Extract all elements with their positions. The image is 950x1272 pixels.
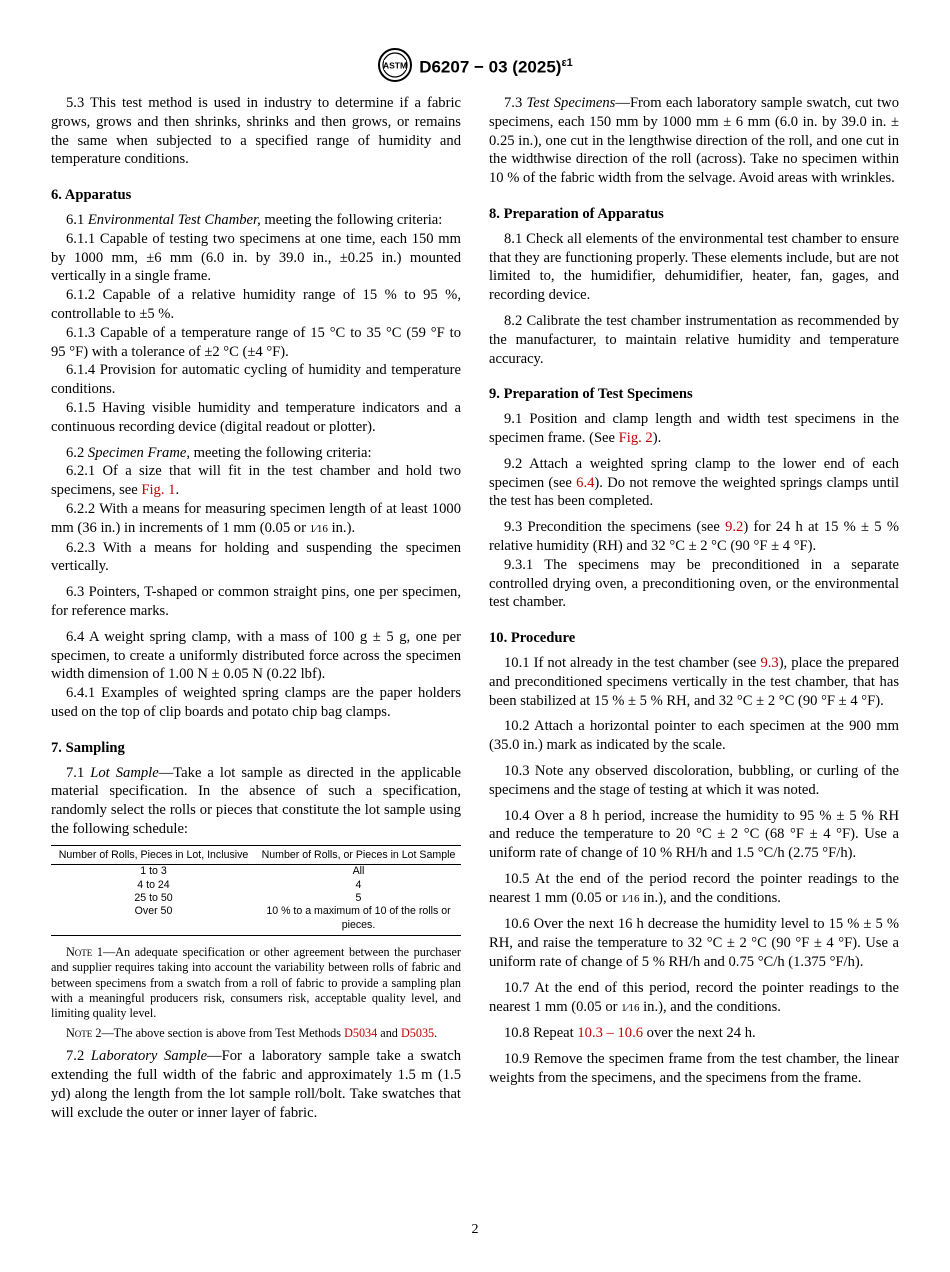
table-header-col1: Number of Rolls, Pieces in Lot, Inclusive [51, 845, 256, 864]
para-9-1: 9.1 Position and clamp length and width test specimens in the specimen frame. (See Fig. 2). [489, 411, 899, 446]
heading-preparation-specimens: 9. Preparation of Test Specimens [489, 386, 693, 403]
logo-text: ASTM [383, 60, 408, 71]
para-6-4-1: 6.4.1 Examples of weighted spring clamps are the paper holders used on the top of clip boards and potato chip bag clamps. [51, 685, 461, 720]
para-7-3: 7.3 Test Specimens—From each laboratory sample swatch, cut two specimens, each 150 mm by 1000 mm ± 6 mm (6.0 in. by 39.0 in. ± 0.25 in.), one cut in the lengthwise direction of the roll, and one cut in the widthwise direction of the roll (across). Take no specimen within 10 % of the fabric width from the selvage. Avoid areas with wrinkles. [489, 95, 900, 187]
para-6-3: 6.3 Pointers, T-shaped or common straight pins, one per specimen, for reference marks. [51, 584, 461, 619]
fig-1-link[interactable]: Fig. 1 [141, 482, 176, 499]
para-6-1-3: 6.1.3 Capable of a temperature range of 15 °C to 35 °C (59 °F to 95 °F) with a tolerance of ±2 °C (±4 °F). [51, 324, 461, 360]
heading-apparatus: 6. Apparatus [51, 187, 132, 204]
table-row: Over 50 10 % to a maximum of 10 of the rolls or pieces. [134, 905, 451, 931]
table-row: 25 to 50 5 [134, 891, 362, 904]
para-6-1: 6.1 Environmental Test Chamber, meeting the following criteria: [66, 211, 443, 228]
para-10-7: 10.7 At the end of this period, record the pointer readings to the nearest 1 mm (0.05 or 1⁄16 in.), and the conditions. [489, 979, 899, 1015]
section-6-4-link[interactable]: 6.4 [576, 474, 595, 491]
section-10-3-10-6-link[interactable]: 10.3 – 10.6 [577, 1025, 644, 1042]
right-column [489, 94, 899, 1088]
para-7-2: 7.2 Laboratory Sample—For a laboratory sample take a swatch extending the full width of the fabric and approximately 1.5 m (1.5 yd) along the length from the lot sample roll/bolt. Take swatches that will exclude the outer or inner layer of fabric. [51, 1048, 462, 1121]
left-column [51, 94, 461, 1123]
para-6-4: 6.4 A weight spring clamp, with a mass of 100 g ± 5 g, one per specimen, to create a uniformly distributed force across the specimen width dimension of 1.00 N ± 0.05 N (0.22 lbf). [51, 628, 461, 683]
note-1: Note 1—An adequate specification or other agreement between the purchaser and supplier requires taking into account the variability between rolls of fabric and between specimens from a swatch from a roll of fabric to provide a sampling plan with a meaningful producers risk, consumers risk, acceptable quality level, and limiting quality level. [51, 945, 461, 1020]
para-6-2-3: 6.2.3 With a means for holding and suspending the specimen vertically. [51, 539, 461, 575]
para-6-2-2: 6.2.2 With a means for measuring specimen length of at least 1000 mm (36 in.) in increments of 1 mm (0.05 or 1⁄16 in.). [51, 500, 461, 536]
para-10-2: 10.2 Attach a horizontal pointer to each specimen at the 900 mm (35.0 in.) mark as indicated by the scale. [489, 718, 899, 754]
para-10-8: 10.8 Repeat 10.3 – 10.6 over the next 24 h. [504, 1025, 756, 1042]
heading-procedure: 10. Procedure [489, 630, 576, 647]
note-2: Note 2—The above section is above from Test Methods D5034 and D5035. [66, 1026, 438, 1041]
para-10-6: 10.6 Over the next 16 h decrease the humidity level to 15 % ± 5 % RH, and raise the temperature to 32 °C ± 2 °C (90 °F ± 4 °F). Use a uniform rate of change of 5 % RH/h and 0.75 °C/h (1.375 °F/h). [489, 916, 899, 971]
para-6-1-1: 6.1.1 Capable of testing two specimens at one time, each 150 mm by 1000 mm, ±6 mm (6.0 in. by 39.0 in., ±0.25 in.) mounted vertically in a single frame. [51, 230, 461, 285]
para-6-1-4: 6.1.4 Provision for automatic cycling of humidity and temperature conditions. [51, 362, 461, 398]
para-10-3: 10.3 Note any observed discoloration, bubbling, or curling of the specimens and the stage of testing at which it was noted. [489, 762, 899, 798]
para-5-3: 5.3 This test method is used in industry to determine if a fabric grows, grows and then shrinks, shrinks and then grows, or remains the same when subjected to a specified range of humidity and temperature conditions. [51, 95, 461, 168]
table-header-col2: Number of Rolls, or Pieces in Lot Sample [256, 845, 461, 864]
table-row: 4 to 24 4 [137, 878, 362, 891]
designation: D6207 − 03 (2025) [419, 57, 562, 77]
para-10-9: 10.9 Remove the specimen frame from the test chamber, the linear weights from the specimens, and the specimens from the frame. [489, 1051, 899, 1087]
page-header [0, 50, 950, 86]
fig-2-link[interactable]: Fig. 2 [618, 429, 653, 446]
para-8-1: 8.1 Check all elements of the environmental test chamber to ensure that they are functioning properly. These elements include, but are not limited to, the humidifier, dehumidifier, heater, fan, gages, and recording device. [489, 230, 899, 304]
para-6-1-5: 6.1.5 Having visible humidity and temperature indicators and a continuous recording device (digital readout or plotter). [51, 399, 461, 435]
heading-preparation-apparatus: 8. Preparation of Apparatus [489, 205, 664, 222]
d5034-link[interactable]: D5034 [344, 1026, 378, 1041]
para-6-2: 6.2 Specimen Frame, meeting the following criteria: [66, 444, 372, 461]
para-6-2-1: 6.2.1 Of a size that will fit in the test chamber and hold two specimens, see Fig. 1. [51, 463, 461, 499]
astm-logo-icon [377, 47, 413, 83]
heading-sampling: 7. Sampling [51, 739, 125, 756]
para-9-2: 9.2 Attach a weighted spring clamp to the lower end of each specimen (see 6.4). Do not remove the weighted springs clamps until the test has been completed. [489, 455, 899, 510]
section-9-2-link[interactable]: 9.2 [725, 519, 744, 536]
table-row: 1 to 3 All [140, 865, 365, 878]
para-10-4: 10.4 Over a 8 h period, increase the humidity to 95 % ± 5 % RH and reduce the temperature to 20 °C ± 2 °C (68 °F ± 4 °F). Use a uniform rate of change of 10 % RH/h and 1.5 °C/h (2.75 °F/h). [489, 807, 899, 862]
para-8-2: 8.2 Calibrate the test chamber instrumentation as recommended by the manufacturer, to maintain relative humidity and temperature accuracy. [489, 312, 899, 367]
para-10-1: 10.1 If not already in the test chamber (see 9.3), place the prepared and preconditioned specimens vertically in the test chamber, that has been stabilized at 15 % ± 5 % RH, and 32 °C ± 2 °C (90 °F ± 4 °F). [489, 654, 899, 709]
para-9-3: 9.3 Precondition the specimens (see 9.2) for 24 h at 15 % ± 5 % relative humidity (RH) and 32 °C ± 2 °C (90 °F ± 4 °F). [489, 519, 899, 554]
page-number: 2 [471, 1222, 479, 1237]
section-9-3-link[interactable]: 9.3 [760, 654, 779, 671]
d5035-link[interactable]: D5035 [400, 1026, 435, 1041]
para-10-5: 10.5 At the end of the period record the pointer readings to the nearest 1 mm (0.05 or 1⁄16 in.), and the conditions. [489, 870, 899, 906]
para-6-1-2: 6.1.2 Capable of a relative humidity range of 15 % to 95 %, controllable to ±5 %. [51, 287, 461, 322]
epsilon-superscript: ε1 [561, 56, 573, 69]
sampling-schedule-table [51, 845, 461, 936]
para-7-1: 7.1 Lot Sample—Take a lot sample as directed in the applicable material specification. In the absence of such a specification, randomly select the rolls or pieces that constitute the lot sample using the following schedule: [51, 764, 461, 837]
para-9-3-1: 9.3.1 The specimens may be preconditioned in a separate controlled drying oven, a preconditioning oven, or the environmental test chamber. [489, 556, 899, 611]
